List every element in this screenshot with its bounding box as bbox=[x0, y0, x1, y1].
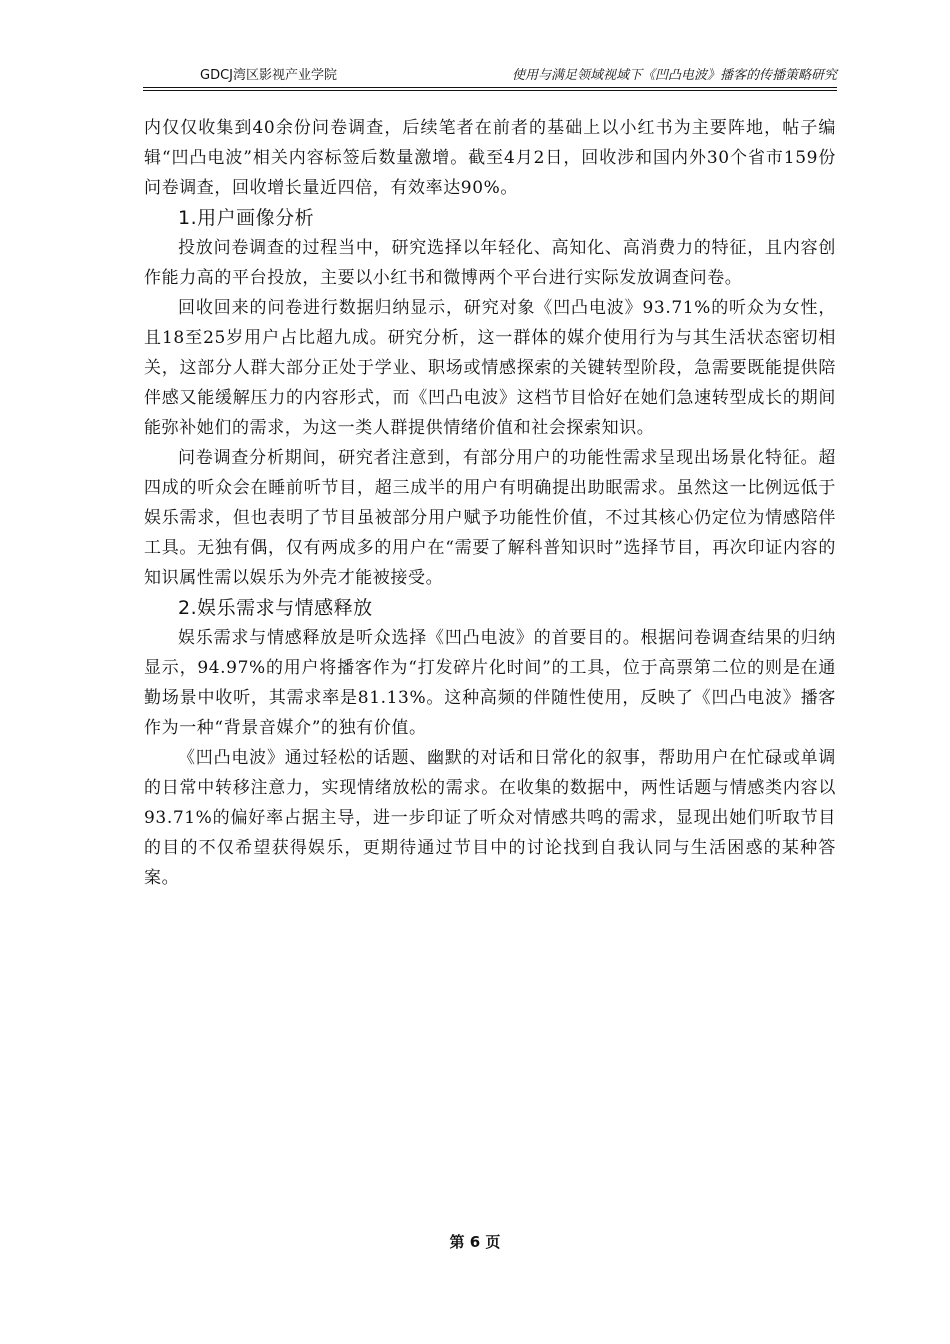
header-institution: GDCJ湾区影视产业学院 bbox=[200, 68, 337, 83]
page-number: 第 6 页 bbox=[449, 1233, 501, 1251]
paragraph: 回收回来的问卷进行数据归纳显示，研究对象《凹凸电波》93.71%的听众为女性，且18至25岁用户占比超九成。研究分析，这一群体的媒介使用行为与其生活状态密切相关，这部分人群大部分正处于学业、职场或情感探索的关键转型阶段，急需要既能提供陪伴感又能缓解压力的内容形式，而《凹凸电波》这档节目恰好在她们急速转型成长的期间能弥补她们的需求，为这一类人群提供情绪价值和社会探索知识。 bbox=[144, 298, 836, 438]
section-heading-user-profile: 1.用户画像分析 bbox=[178, 207, 315, 229]
paragraph: 投放问卷调查的过程当中，研究选择以年轻化、高知化、高消费力的特征，且内容创作能力高的平台投放，主要以小红书和微博两个平台进行实际发放调查问卷。 bbox=[144, 238, 836, 288]
section-heading-entertainment-needs: 2.娱乐需求与情感释放 bbox=[178, 597, 373, 619]
header-rule-thin bbox=[143, 90, 837, 91]
page-header bbox=[143, 66, 837, 86]
header-thesis-title: 使用与满足领域视域下《凹凸电波》播客的传播策略研究 bbox=[511, 68, 837, 83]
paragraph: 娱乐需求与情感释放是听众选择《凹凸电波》的首要目的。根据问卷调查结果的归纳显示，94.97%的用户将播客作为“打发碎片化时间”的工具，位于高票第二位的则是在通勤场景中收听，其需求率是81.13%。这种高频的伴随性使用，反映了《凹凸电波》播客作为一种“背景音媒介”的独有价值。 bbox=[144, 628, 836, 738]
header-rule-thick bbox=[143, 87, 837, 88]
paragraph: 问卷调查分析期间，研究者注意到，有部分用户的功能性需求呈现出场景化特征。超四成的听众会在睡前听节目，超三成半的用户有明确提出助眠需求。虽然这一比例远低于娱乐需求，但也表明了节目虽被部分用户赋予功能性价值，不过其核心仍定位为情感陪伴工具。无独有偶，仅有两成多的用户在“需要了解科普知识时”选择节目，再次印证内容的知识属性需以娱乐为外壳才能被接受。 bbox=[144, 448, 836, 588]
paragraph-continued: 内仅仅收集到40余份问卷调查，后续笔者在前者的基础上以小红书为主要阵地，帖子编辑“凹凸电波”相关内容标签后数量激增。截至4月2日，回收涉和国内外30个省市159份问卷调查，回收增长量近四倍，有效率达90%。 bbox=[144, 118, 836, 198]
document-body bbox=[144, 113, 836, 893]
paragraph: 《凹凸电波》通过轻松的话题、幽默的对话和日常化的叙事，帮助用户在忙碌或单调的日常中转移注意力，实现情绪放松的需求。在收集的数据中，两性话题与情感类内容以93.71%的偏好率占据主导，进一步印证了听众对情感共鸣的需求，显现出她们听取节目的目的不仅希望获得娱乐，更期待通过节目中的讨论找到自我认同与生活困惑的某种答案。 bbox=[144, 748, 836, 888]
